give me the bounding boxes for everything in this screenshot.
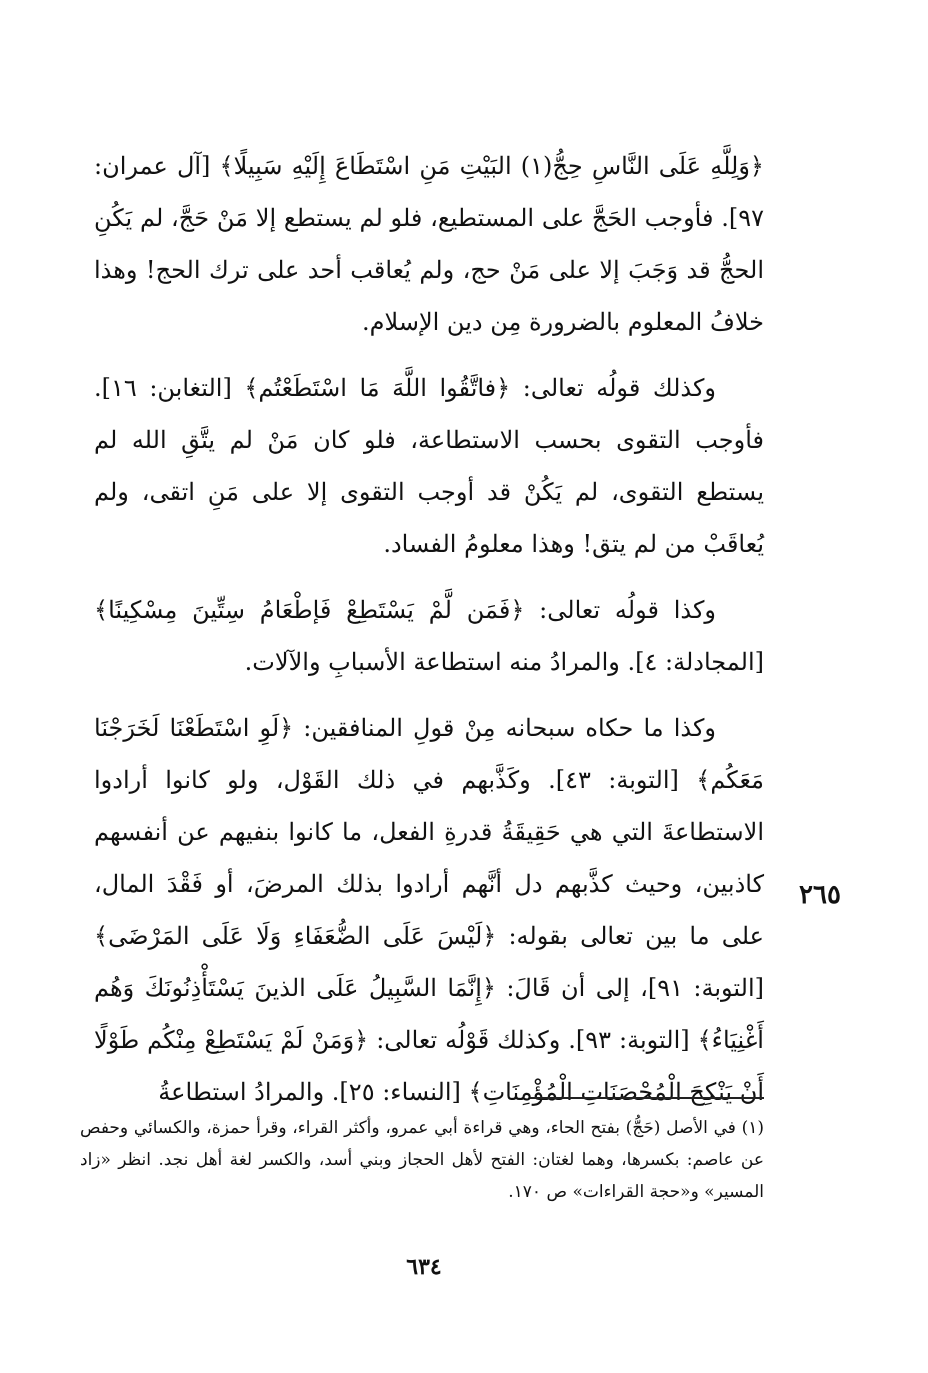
footnote: (١) في الأصل (حَجُّ) بفتح الحاء، وهي قراءة أبي عمرو، وأكثر القراء، وقرأ حمزة، والكسائي وحفص عن عاصم: بكسرها، وهما لغتان: الفتح لأهل الحجاز وبني أسد، والكسر لغة أهل نجد. انظر «زاد المسير» و«حجة القراءات» ص ١٧٠. bbox=[80, 1118, 764, 1202]
margin-reference-number: ٢٦٥ bbox=[799, 880, 841, 910]
paragraph-2: وكذلك قولُه تعالى: ﴿فاتَّقُوا اللَّهَ مَا اسْتَطَعْتُم﴾ [التغابن: ١٦]. فأوجب التقوى بحسب الاستطاعة، فلو كان مَنْ لم يتَّقِ الله لم يستطع التقوى، لم يَكُنْ قد أوجب التقوى إلا على مَنِ اتقى، ولم يُعاقَبْ من لم يتق! وهذا معلومُ الفساد. bbox=[94, 374, 764, 558]
paragraph-1: ﴿وَلِلَّهِ عَلَى النَّاسِ حِجُّ(١) البَيْتِ مَنِ اسْتَطَاعَ إِلَيْهِ سَبِيلًا﴾ [آل عمران: ٩٧]. فأوجب الحَجَّ على المستطيع، فلو لم يستطع إلا مَنْ حَجَّ، لم يَكُنِ الحجُّ قد وَجَبَ إلا على مَنْ حج، ولم يُعاقب أحد على ترك الحج! وهذا خلافُ المعلوم بالضرورة مِن دين الإسلام. bbox=[94, 152, 764, 336]
footnote-divider bbox=[530, 1097, 764, 1099]
paragraph-4: وكذا ما حكاه سبحانه مِنْ قولِ المنافقين: ﴿لَوِ اسْتَطَعْنَا لَخَرَجْنَا مَعَكُم﴾ [التوبة: ٤٣]. وكَذَّبهم في ذلك القَوْل، ولو كانوا أرادوا الاستطاعةَ التي هي حَقِيقَةُ قدرةِ الفعل، ما كانوا بنفيهم عن أنفسهم كاذبين، وحيث كذَّبهم دل أنَّهم أرادوا بذلك المرضَ، أو فَقْدَ المال، على ما بين تعالى بقوله: ﴿لَيْسَ عَلَى الضُّعَفَاءِ وَلَا عَلَى المَرْضَى﴾ [التوبة: ٩١]، إلى أن قَالَ: ﴿إِنَّمَا السَّبِيلُ عَلَى الذينَ يَسْتَأْذِنُونَكَ وَهُم أَغْنِيَاءُ﴾ [التوبة: ٩٣]. وكذلك قَوْلُه تعالى: ﴿وَمَنْ لَمْ يَسْتَطِعْ مِنْكُم طَوْلًا أَنْ يَنْكِحَ الْمُحْصَنَاتِ الْمُؤْمِنَاتِ﴾ [النساء: ٢٥]. والمرادُ استطاعةُ bbox=[94, 714, 764, 1106]
paragraph-3: وكذا قولُه تعالى: ﴿فَمَن لَّمْ يَسْتَطِعْ فَإطْعَامُ سِتِّينَ مِسْكِينًا﴾ [المجادلة: ٤]. والمرادُ منه استطاعة الأسبابِ والآلات. bbox=[94, 596, 764, 676]
main-text bbox=[94, 140, 764, 1132]
page-number: ٦٣٤ bbox=[406, 1254, 442, 1280]
